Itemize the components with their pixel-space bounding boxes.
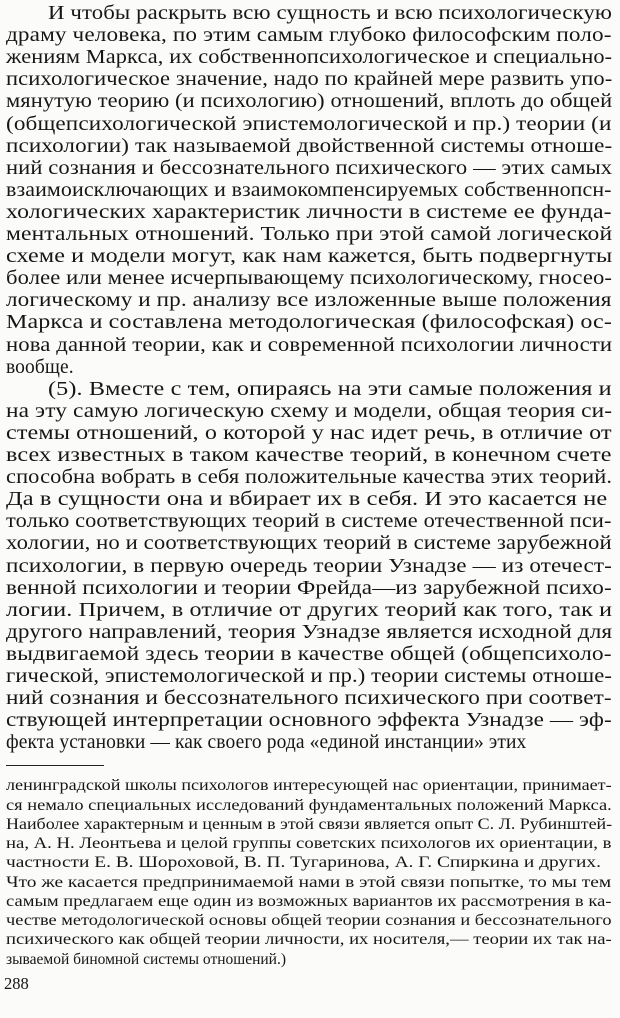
footnote-line: ленинградской школы психологов интересующей нас ориентации, принимает- (6, 777, 612, 795)
text-line: вообще. (6, 356, 74, 378)
text-line: выдвигаемой здесь теории в качестве общей (общепсихоло- (6, 643, 612, 665)
text-line: нова данной теории, как и современной психологии личности (6, 334, 613, 356)
text-line: взаимоисключающих и взаимокомпенсируемых собственнопсн- (6, 179, 612, 201)
text-line: ментальных отношений. Только при этой самой логической (6, 224, 613, 245)
text-line: (общепсихологической эпистемологической и пр.) теории (и (6, 113, 612, 135)
text-line: ний сознания и бессознательного психического при соответ- (6, 688, 612, 710)
footnote-line: Что же касается предпринимаемой нами в этой связи попытке, то мы тем (6, 873, 612, 891)
text-line: ний сознания и бессознательного психического — этих самых (6, 157, 613, 179)
text-line: драму человека, по этим самым глубоко философским поло- (6, 25, 612, 47)
footnote-line: частности Е. В. Шороховой, В. П. Тугаринова, А. Г. Спиркина и других. (6, 854, 601, 872)
text-line: схеме и модели могут, как нам кажется, быть подвергнуты (6, 246, 613, 268)
text-line: на эту самую логическую схему и модели, общая теория си- (6, 400, 613, 422)
text-line: всех известных в таком качестве теорий, в конечном счете (6, 445, 612, 466)
footnote-separator (6, 765, 104, 766)
text-line: Да в сущности она и вбирает их в себя. И это касается не (6, 489, 608, 511)
text-line: (5). Вместе с тем, опираясь на эти самые положения и (48, 378, 612, 400)
text-line: Маркса и составлена методологическая (философская) ос- (6, 312, 612, 334)
footnote-line: честве методологической основы общей теории сознания и бессознательного (6, 912, 612, 930)
text-line: хологических характеристик личности в системе ее фунда- (6, 201, 612, 223)
text-line: более или менее исчерпывающему психологическому, гносео- (6, 268, 613, 290)
text-line: жениям Маркса, их собственнопсихологическое и специально- (6, 47, 613, 69)
text-line: венной психологии и теории Фрейда—из зарубежной психо- (6, 577, 612, 599)
text-line: гической, эпистемологической и пр.) теории системы отноше- (6, 666, 613, 687)
footnote-line: зываемой биномной системы отношений.) (6, 950, 286, 968)
text-line: фекта установки — как своего рода «единой инстанции» этих (6, 732, 527, 754)
text-line: логии. Причем, в отличие от других теорий как того, так и (6, 599, 613, 621)
text-line: логическому и пр. анализу все изложенные выше положения (6, 290, 612, 312)
text-line: мянутую теорию (и психологию) отношений, вплоть до общей (6, 91, 613, 113)
footnote-line: на, А. Н. Леонтьева и целой группы советских психологов их ориентации, в (6, 835, 612, 853)
text-line: хологии, но и соответствующих теорий в системе зарубежной (6, 533, 612, 555)
footnote-line: психического как общей теории личности, их носителя,— теории их так на- (6, 931, 612, 949)
text-line: только соответствующих теорий в системе отечественной пси- (6, 511, 612, 533)
text-line: другого направлений, теория Узнадзе является исходной для (6, 621, 613, 643)
text-line: И чтобы раскрыть всю сущность и всю психологическую (48, 3, 612, 24)
text-line: ствующей интерпретации основного эффекта Узнадзе — эф- (6, 710, 612, 732)
footnote-line: Наиболее характерным и ценным в этой связи является опыт С. Л. Рубинштей- (6, 815, 613, 833)
text-line: психологии, в первую очередь теории Узнадзе — из отечест- (6, 555, 612, 577)
text-line: стемы отношений, о которой у нас идет речь, в отличие от (6, 422, 612, 444)
page-number: 288 (4, 974, 29, 993)
text-line: психологии) так называемой двойственной системы отноше- (6, 135, 613, 157)
footnote-line: ся немало специальных исследований фундаментальных положений Маркса. (6, 796, 612, 814)
footnote-line: самым предлагаем еще один из возможных вариантов их рассмотрения в ка- (6, 892, 612, 910)
text-line: психологическое значение, надо по крайней мере развить упо- (6, 69, 613, 91)
text-line: способна вобрать в себя положительные качества этих теорий. (6, 467, 613, 489)
